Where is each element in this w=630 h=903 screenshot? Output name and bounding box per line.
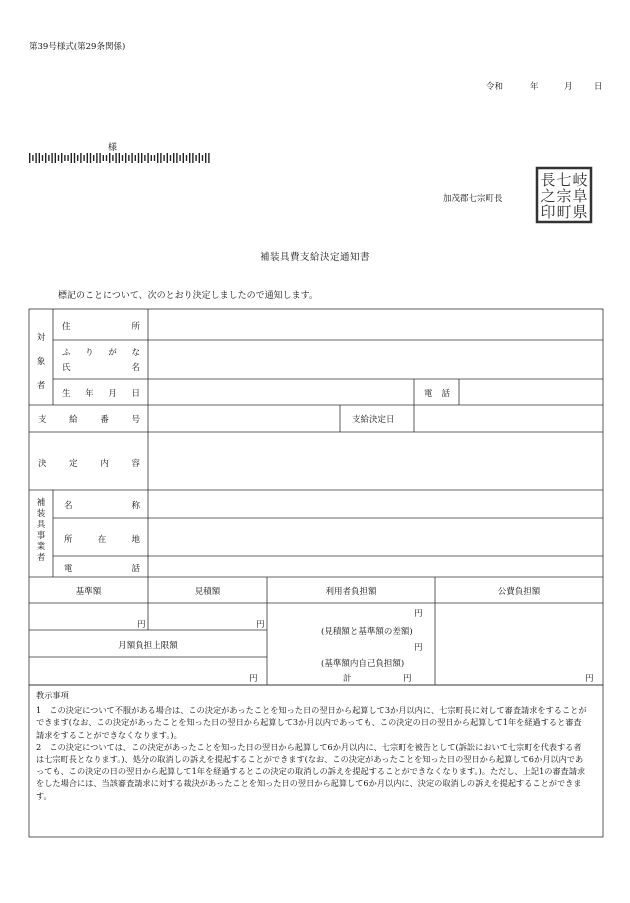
public-burden-header: 公費負担額 [497,587,541,597]
vendor-name-label: 名 称 [64,501,140,511]
self-note: (基準額内自己負担額) [321,659,405,669]
svg-text:県: 県 [572,203,588,221]
svg-text:七: 七 [556,171,572,189]
standard-amount-header: 基準額 [75,587,102,597]
subject-label: 対 象 者 [36,333,46,391]
notes-item-1: 1 この決定について不服がある場合は、この決定があったことを知った日の翌日から起算して3か月以内に、七宗町長に対して審査請求をすることができます(なお、この決定があったことを知った日の翌日から起算して3か月以内であっても、この決定の日の翌日から起算して1年を経過すると審査請求をすることができなくなります。)。 [36,705,587,740]
diff-note: (見積額と基準額の差額) [321,627,413,637]
notes-item-2: 2 この決定については、この決定があったことを知った日の翌日から起算して6か月以内に、七宗町を被告として(訴訟において七宗町を代表する者は七宗町長となります。)、処分の取消しの訴えを提起することができます(なお、この決定があったことを知った日の翌日から起算して6か月以内であっても、この決定の日の翌日から起算して1年を経過するとこの決定の取消しの訴えを提起することができなくなります。)。ただし、上記1の審査請求をした場合には、当該審査請求に対する裁決があったことを知った日の翌日から起算して6か月以内に、決定の取消しの訴えを提起することができます。 [36,741,586,801]
birthdate-label: 生 年 月 日 [62,389,140,399]
monthly-cap-label: 月額負担上限額 [118,641,178,651]
form-number: 第39号様式(第29条関係) [29,42,126,52]
total-label: 計 [343,674,352,684]
intro-text: 標記のことについて、次のとおり決定しましたので通知します。 [58,291,318,301]
svg-text:長: 長 [540,171,556,189]
date-day-unit: 日 [594,82,603,92]
decision-content-label: 決 定 内 容 [38,459,140,469]
svg-text:之: 之 [540,187,556,205]
date-month-unit: 月 [564,82,573,92]
address-label: 住 所 [62,322,140,332]
self-yen: 円 [414,643,423,653]
estimate-yen: 円 [256,620,265,630]
diff-yen: 円 [414,609,423,619]
decision-date-label: 支給決定日 [352,415,395,425]
date-era: 令和 [486,82,504,92]
total-yen: 円 [403,674,412,684]
svg-text:町: 町 [556,203,572,221]
vendor-label: 補 装 具 事 業 者 [36,498,46,563]
vendor-phone-label: 電 話 [64,564,140,574]
svg-text:印: 印 [540,203,556,221]
standard-yen: 円 [137,620,146,630]
issuer-name: 加茂郡七宗町長 [443,194,503,204]
document-title: 補装具費支給決定通知書 [259,252,370,263]
furigana-label: ふ り が な [62,348,140,358]
svg-text:阜: 阜 [572,187,588,205]
estimate-amount-header: 見積額 [194,587,221,597]
date-year-unit: 年 [530,82,539,92]
recipient-suffix: 様 [108,143,118,153]
vendor-location-label: 所 在 地 [64,535,140,545]
name-label: 氏 名 [62,363,140,373]
notes-heading: 教示事項 [36,690,69,700]
public-burden-yen: 円 [585,674,594,684]
phone-label: 電 話 [424,389,450,399]
svg-text:宗: 宗 [556,187,572,205]
monthly-cap-yen: 円 [249,674,258,684]
notes-section [36,689,588,802]
svg-text:岐: 岐 [572,171,588,189]
payment-number-label: 支 給 番 号 [38,415,140,425]
user-burden-header: 利用者負担額 [325,587,377,597]
